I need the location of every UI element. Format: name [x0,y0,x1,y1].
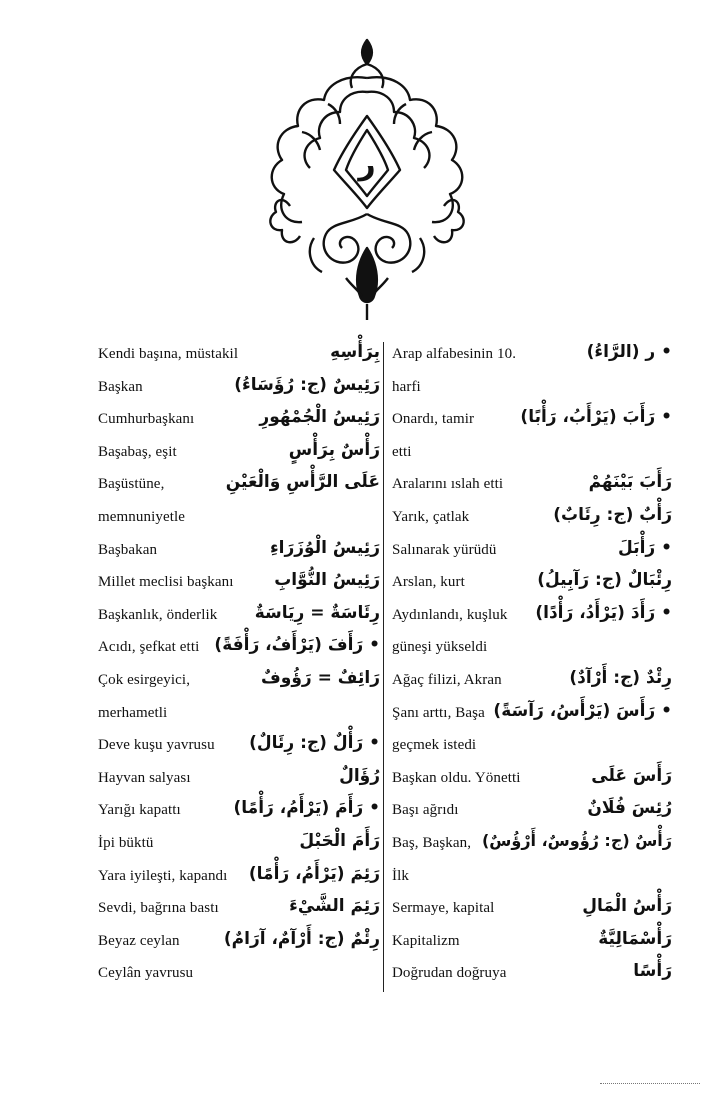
turkish-definition: Aralarını ıslah etti [392,476,504,493]
arabic-headword: رَأْسٌ (ج: رُؤُوسٌ، أَرْؤُسٌ) [481,830,672,850]
turkish-definition: Hayvan salyası [98,769,191,786]
arabic-headword: • رَأْلٌ (ج: رِئَالٌ) [249,733,380,754]
turkish-definition: Başkanlık, önderlik [98,606,218,623]
arabic-headword: عَلَى الرَّأْسِ وَالْعَيْنِ [225,472,380,493]
arabic-headword: رُؤَالٌ [339,765,380,786]
arabic-headword: رِئْمٌ (ج: أَرْآمٌ، آرَامٌ) [223,928,380,949]
dictionary-entry [390,373,672,406]
turkish-definition: Arap alfabesinin 10. [392,346,517,362]
dictionary-entry [96,894,380,927]
arabic-headword: رَئِيسُ النُّوَّابِ [274,570,380,591]
dictionary-entry [390,927,672,960]
dictionary-entry [96,470,380,503]
dictionary-entry [96,666,380,699]
ornament-letter: ر [358,147,376,182]
dictionary-entry [390,829,672,862]
dictionary-entry [390,503,672,536]
arabic-headword: • رَأَبَ (يَرْأَبُ، رَأْبًا) [520,407,672,428]
turkish-definition: Millet meclisi başkanı [98,574,234,591]
scan-artifact [600,1083,700,1086]
dictionary-entry [96,764,380,797]
turkish-definition: Sevdi, bağrına bastı [98,900,219,917]
turkish-definition: geçmek istedi [392,737,477,754]
dictionary-entry [390,470,672,503]
arabic-headword: رَأْسٌ بِرَأْسٍ [288,439,380,460]
arabic-headword: رَأْسًا [633,961,672,982]
arabic-headword: رُئِسَ فُلَانٌ [587,798,672,819]
turkish-definition: harfi [392,378,421,395]
turkish-definition: Ceylân yavrusu [98,965,194,982]
right-column [390,340,672,992]
turkish-definition: Başabaş, eşit [98,443,177,460]
turkish-definition: Başbakan [98,541,158,558]
dictionary-entry [390,405,672,438]
arabic-headword: بِرَأْسِهِ [330,342,380,362]
turkish-definition: Arslan, kurt [392,574,465,591]
dictionary-entry [390,894,672,927]
turkish-definition: etti [392,443,412,460]
dictionary-entry [96,731,380,764]
turkish-definition: Sermaye, kapital [392,900,495,917]
arabic-headword: رَئِيسُ الْوُزَرَاءِ [269,537,380,558]
arabic-headword: رَأْسُ الْمَالِ [582,896,672,917]
turkish-definition: Doğrudan doğruya [392,965,507,982]
turkish-definition: Cumhurbaşkanı [98,411,195,428]
dictionary-entry [390,536,672,569]
turkish-definition: güneşi yükseldi [392,639,488,656]
arabic-headword: رِئْدٌ (ج: أَرْآدٌ) [569,667,672,688]
arabic-headword: • رَأَمَ (يَرْأَمُ، رَأْمًا) [233,798,380,819]
arabic-headword: • رَأْبَلَ [618,537,672,558]
turkish-definition: Kendi başına, müstakil [98,346,239,362]
arabic-headword: • رَأَسَ (يَرْأَسُ، رَآسَةً) [493,700,672,721]
column-divider [383,342,384,992]
dictionary-entry [390,731,672,764]
dictionary-entry [96,796,380,829]
arabic-headword: • رَأَدَ (يَرْأَدُ، رَأْدًا) [535,602,672,623]
arabic-headword: رَأْبٌ (ج: رِئَابٌ) [553,504,672,525]
turkish-definition: Şanı arttı, Başa [392,704,485,721]
arabesque-ornament [262,34,472,324]
turkish-definition: Başkan [98,378,143,395]
turkish-definition: Aydınlandı, kuşluk [392,606,508,623]
turkish-definition: Başkan oldu. Yönetti [392,769,521,786]
arabic-headword: رَئِيسُ الْجُمْهُورِ [259,407,380,428]
dictionary-entry [96,699,380,732]
turkish-definition: Başı ağrıdı [392,802,459,819]
arabic-headword: رَأَمَ الْحَبْلَ [299,830,380,851]
dictionary-entry [96,373,380,406]
turkish-definition: Acıdı, şefkat etti [98,639,200,656]
turkish-definition: Yarığı kapattı [98,802,181,819]
dictionary-entry [96,862,380,895]
dictionary-entry [96,601,380,634]
turkish-definition: Yarık, çatlak [392,508,470,525]
dictionary-entry [390,438,672,471]
arabic-headword: رَأَبَ بَيْنَهُمْ [588,472,672,493]
arabic-headword: رَئِمَ (يَرْأَمُ، رَأْمًا) [248,863,380,884]
arabic-headword: • رَأَفَ (يَرْأَفُ، رَأْفَةً) [214,635,380,656]
turkish-definition: Ağaç filizi, Akran [392,671,502,688]
dictionary-entry [390,340,672,373]
turkish-definition: merhametli [98,704,168,721]
turkish-definition: Salınarak yürüdü [392,541,497,558]
turkish-definition: Kapitalizm [392,932,460,949]
turkish-definition: Beyaz ceylan [98,932,180,949]
dictionary-entry [96,959,380,992]
dictionary-entry [390,796,672,829]
dictionary-entry [390,633,672,666]
ornament-drawing [262,34,472,324]
dictionary-entry [96,536,380,569]
turkish-definition: Yara iyileşti, kapandı [98,867,228,884]
dictionary-entry [96,438,380,471]
arabic-headword: رَأْسْمَالِيَّةٌ [598,928,672,949]
turkish-definition: Başüstüne, [98,476,165,493]
left-column [96,340,380,992]
dictionary-entry [390,764,672,797]
turkish-definition: Baş, Başkan, [392,834,472,851]
dictionary-entry [390,959,672,992]
turkish-definition: İpi büktü [98,834,154,851]
dictionary-entry [96,503,380,536]
dictionary-entry [390,699,672,732]
dictionary-entry [96,340,380,373]
dictionary-entry [96,829,380,862]
dictionary-entry [96,568,380,601]
turkish-definition: Deve kuşu yavrusu [98,737,215,754]
dictionary-entry [390,568,672,601]
arabic-headword: رِئَاسَةٌ = رِيَاسَةٌ [254,602,380,623]
turkish-definition: Çok esirgeyici, [98,671,191,688]
dictionary-entry [390,666,672,699]
turkish-definition: İlk [392,867,409,884]
arabic-headword: رِئْبَالٌ (ج: رَآبِيلُ) [537,570,672,591]
turkish-definition: Onardı, tamir [392,411,475,428]
dictionary-entry [390,862,672,895]
arabic-headword: رَأَسَ عَلَى [591,765,672,786]
dictionary-entry [96,927,380,960]
turkish-definition: memnuniyetle [98,508,186,525]
dictionary-entry [390,601,672,634]
arabic-headword: رَئِمَ الشَّيْءَ [289,896,380,917]
dictionary-entry [96,633,380,666]
dictionary-entry [96,405,380,438]
arabic-headword: • ر (الرَّاءُ) [586,342,672,362]
arabic-headword: رَئِيسٌ (ج: رُؤَسَاءُ) [234,374,380,395]
arabic-headword: رَائِفٌ = رَؤُوفٌ [261,667,380,688]
